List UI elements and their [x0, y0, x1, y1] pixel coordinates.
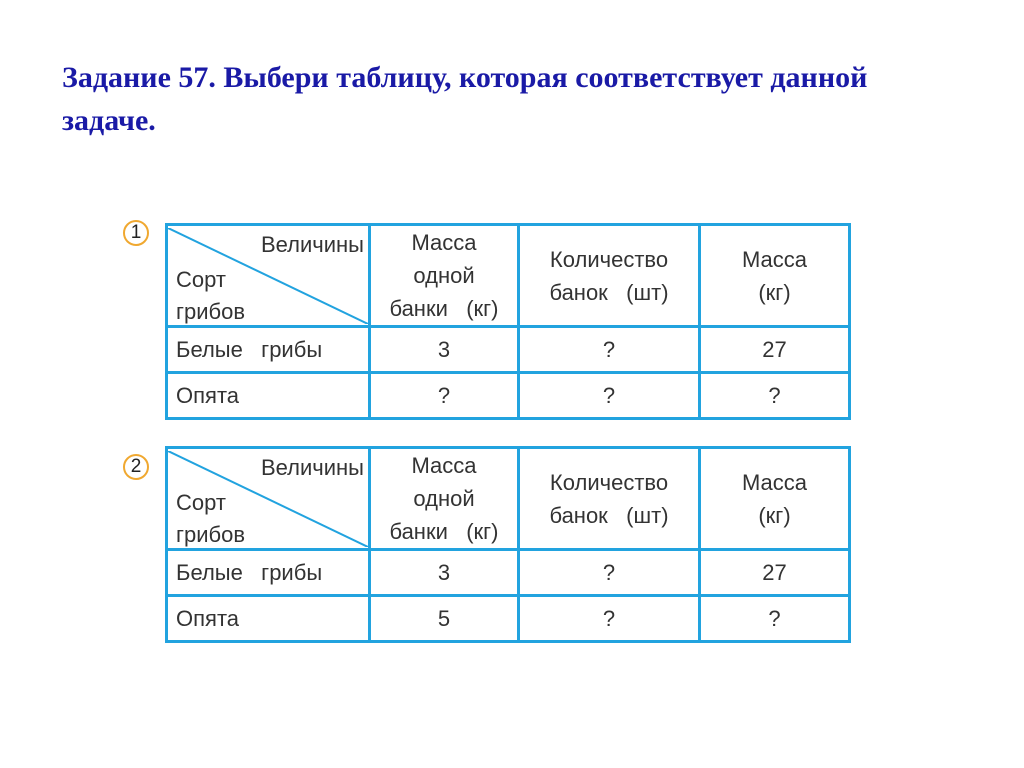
header-line: Масса [741, 469, 808, 495]
table-cell: 3 [370, 327, 519, 373]
corner-label-line: грибов [176, 521, 246, 547]
table-cell: ? [519, 550, 700, 596]
table-cell: ? [370, 373, 519, 419]
header-line: банок (шт) [549, 279, 669, 305]
row-label: Опята [167, 596, 370, 642]
option-1-marker[interactable]: 1 [123, 220, 149, 246]
table-cell: ? [519, 373, 700, 419]
option-2-marker[interactable]: 2 [123, 454, 149, 480]
header-line: банок (шт) [549, 502, 669, 528]
header-total-mass [700, 225, 850, 327]
corner-label-sort [176, 264, 245, 328]
table-row [167, 550, 850, 596]
header-line: банки (кг) [389, 519, 499, 544]
header-line: Масса [411, 230, 477, 255]
corner-label-line: Сорт [176, 489, 226, 515]
table-cell: 3 [370, 550, 519, 596]
corner-label-line: Сорт [176, 266, 226, 292]
option-2-table [165, 446, 851, 643]
table-row [167, 327, 850, 373]
header-line: одной [413, 263, 475, 288]
header-line: Количество [549, 469, 669, 495]
corner-label-sort [176, 487, 245, 551]
table-cell: ? [519, 596, 700, 642]
table-cell: ? [700, 373, 850, 419]
row-label: Опята [167, 373, 370, 419]
table-cell: 27 [700, 550, 850, 596]
header-jar-count [519, 448, 700, 550]
header-mass-per-jar [370, 448, 519, 550]
header-mass-per-jar [370, 225, 519, 327]
header-line: одной [413, 486, 475, 511]
corner-header-cell [167, 225, 370, 327]
corner-label-line: грибов [176, 298, 246, 324]
table-row [167, 596, 850, 642]
corner-label-quantities: Величины [260, 231, 364, 257]
table-cell: 27 [700, 327, 850, 373]
table-cell: ? [519, 327, 700, 373]
header-line: (кг) [758, 502, 791, 528]
option-1-table [165, 223, 851, 420]
table-row [167, 373, 850, 419]
header-line: банки (кг) [389, 296, 499, 321]
header-line: Масса [741, 246, 808, 272]
task-title: Задание 57. Выбери таблицу, которая соответствует данной задаче. [62, 61, 868, 137]
row-label: Белые грибы [167, 327, 370, 373]
table-cell: ? [700, 596, 850, 642]
header-total-mass [700, 448, 850, 550]
corner-label-quantities: Величины [260, 454, 364, 480]
table-cell: 5 [370, 596, 519, 642]
header-line: (кг) [758, 279, 791, 305]
header-line: Количество [549, 246, 669, 272]
corner-header-cell [167, 448, 370, 550]
row-label: Белые грибы [167, 550, 370, 596]
header-jar-count [519, 225, 700, 327]
header-line: Масса [411, 453, 477, 478]
